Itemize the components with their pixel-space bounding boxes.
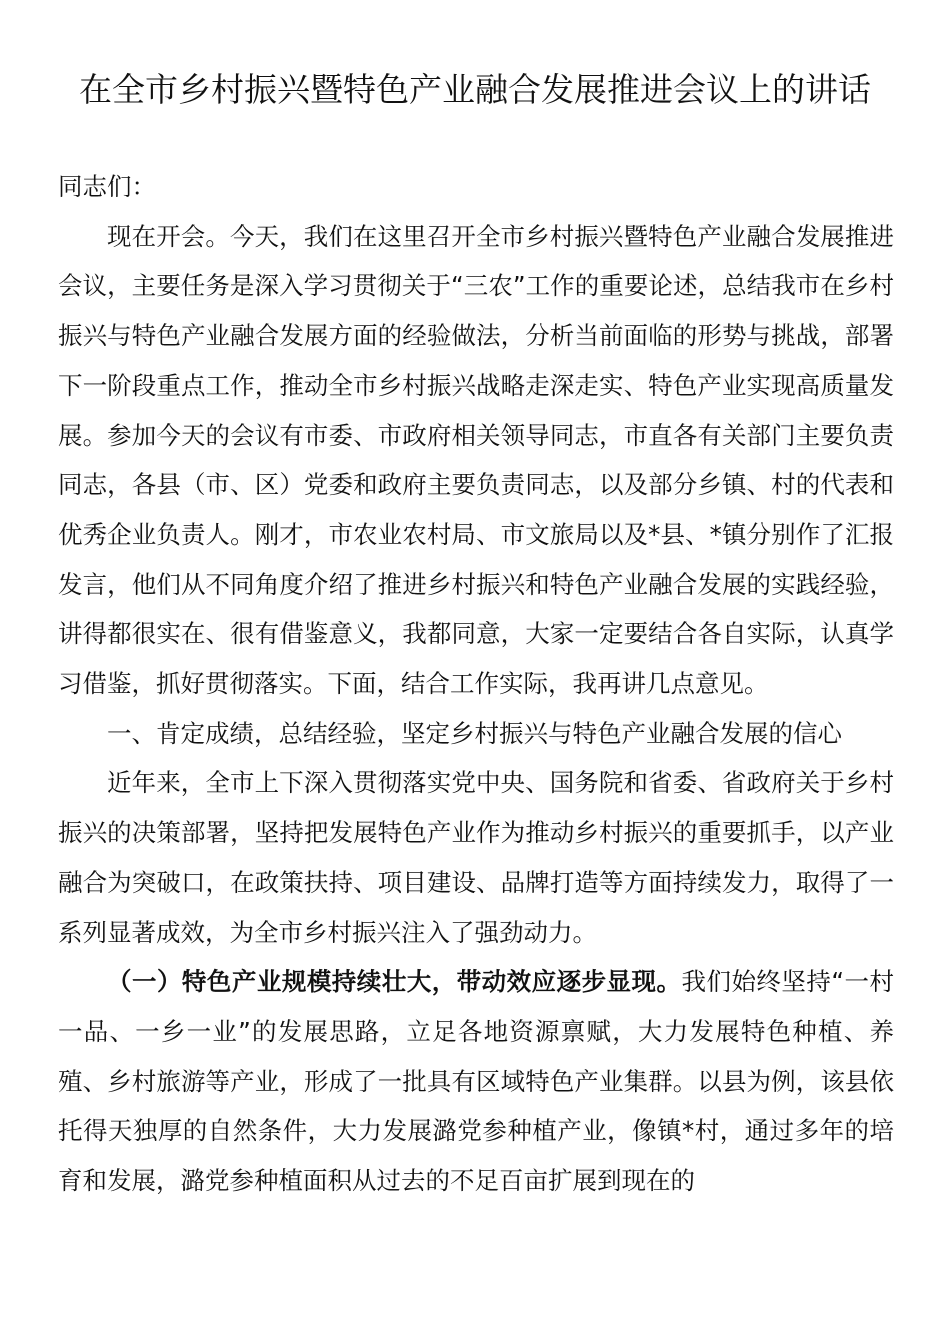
section-heading-1: 一、肯定成绩，总结经验，坚定乡村振兴与特色产业融合发展的信心 <box>107 718 842 748</box>
subsection-text: 我们始终坚持“一村一品、一乡一业”的发展思路，立足各地资源禀赋，大力发展特色种植、养殖、乡村旅游等产业，形成了一批具有区域特色产业集群。以县为例，该县依托得天独厚的自然条件，大力发展潞党参种植产业，像镇*村，通过多年的培育和发展，潞党参种植面积从过去的不足百亩扩展到现在的 <box>58 967 894 1196</box>
salutation: 同志们： <box>58 172 156 201</box>
document-body <box>58 162 894 1206</box>
subsection-paragraph <box>58 957 894 1206</box>
document-title: 在全市乡村振兴暨特色产业融合发展推进会议上的讲话 <box>79 70 871 109</box>
subsection-heading: （一）特色产业规模持续壮大，带动效应逐步显现。 <box>107 967 682 997</box>
opening-paragraph: 现在开会。今天，我们在这里召开全市乡村振兴暨特色产业融合发展推进会议，主要任务是深入学习贯彻关于“三农”工作的重要论述，总结我市在乡村振兴与特色产业融合发展方面的经验做法，分析当前面临的形势与挑战，部署下一阶段重点工作，推动全市乡村振兴战略走深走实、特色产业实现高质量发展。参加今天的会议有市委、市政府相关领导同志，市直各有关部门主要负责同志，各县（市、区）党委和政府主要负责同志，以及部分乡镇、村的代表和优秀企业负责人。刚才，市农业农村局、市文旅局以及*县、*镇分别作了汇报发言，他们从不同角度介绍了推进乡村振兴和特色产业融合发展的实践经验，讲得都很实在、很有借鉴意义，我都同意，大家一定要结合各自实际，认真学习借鉴，抓好贯彻落实。下面，结合工作实际，我再讲几点意见。 <box>58 221 894 699</box>
section-1-intro-paragraph: 近年来，全市上下深入贯彻落实党中央、国务院和省委、省政府关于乡村振兴的决策部署，坚持把发展特色产业作为推动乡村振兴的重要抓手，以产业融合为突破口，在政策扶持、项目建设、品牌打造等方面持续发力，取得了一系列显著成效，为全市乡村振兴注入了强劲动力。 <box>58 768 894 947</box>
